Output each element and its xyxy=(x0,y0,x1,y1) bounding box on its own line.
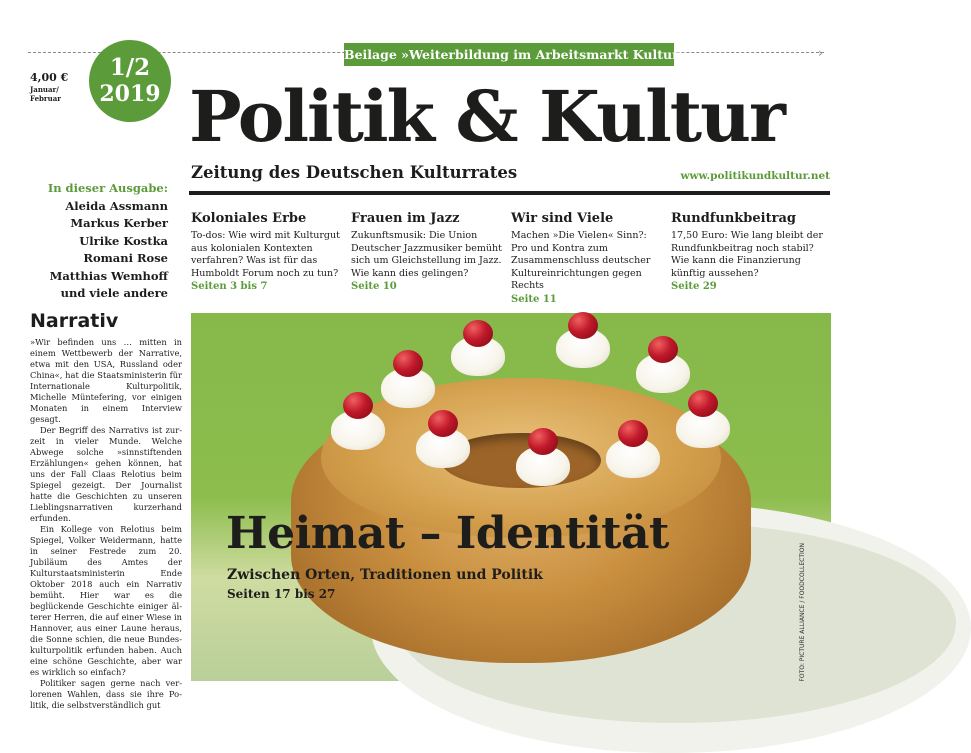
teaser-pages[interactable]: Seiten 3 bis 7 xyxy=(191,281,268,292)
toc-item[interactable]: Ulrike Kostka xyxy=(79,233,168,248)
cherry-icon xyxy=(568,312,598,339)
cherry-icon xyxy=(463,320,493,347)
editorial-body xyxy=(30,337,182,710)
feature-pages[interactable]: Seiten 17 bis 27 xyxy=(227,587,336,601)
cherry-icon xyxy=(648,336,678,363)
toc-item[interactable]: Markus Kerber xyxy=(70,216,168,230)
teaser-pages[interactable]: Seite 10 xyxy=(351,281,397,292)
toc-item[interactable]: Romani Rose xyxy=(83,251,168,265)
teaser-pages[interactable]: Seite 11 xyxy=(511,293,557,305)
teaser-title: Rundfunkbeitrag xyxy=(671,211,796,226)
teaser-title: Frauen im Jazz xyxy=(351,211,460,226)
cherry-icon xyxy=(393,350,423,377)
cherry-icon xyxy=(528,428,558,455)
teaser-text: Machen »Die Vielen« Sinn?: Pro und Kontra zum Zusammenschluss deutscher Kultureinrichtungen gegen Rechts xyxy=(511,230,651,291)
teaser-rundfunkbeitrag[interactable] xyxy=(671,210,831,305)
teaser-koloniales-erbe[interactable] xyxy=(191,210,351,305)
editorial-paragraph: »Wir befinden uns … mitten in einem Wettbewerb der Narrative, etwa mit den USA, Russland oder China«, hat die Staatsministerin für Internationale Kulturpolitik, Michelle Müntefering, vor einigen Monaten in einem Interview gesagt. xyxy=(30,337,182,424)
teaser-title: Wir sind Viele xyxy=(511,211,614,226)
cherry-icon xyxy=(618,420,648,447)
editorial-paragraph: Ein Kollege von Relotius beim Spiegel, Volker Weidermann, hatte in seiner Festrede zum 20. Jubiläum des Amtes der Kulturstaatsministerin Ende Oktober 2018 auch ein Narrativ bemüht. Hier war es die beglückende Geschichte einiger älterer Herren, die auf einer Wiese in Hannover, aus einer Laune heraus, die Sonne schien, die neue Bundeskulturpolitik erfunden haben. Auch eine schöne Geschichte, aber war es wirklich so einfach? xyxy=(30,524,182,677)
teaser-text: Zukunftsmusik: Die Union Deutscher Jazzmusiker bemüht sich um Gleichstellung im Jazz. Wie kann dies gelingen? xyxy=(351,230,502,279)
cherry-icon xyxy=(428,410,458,437)
feature-photo[interactable] xyxy=(191,313,831,681)
editorial-heading: Narrativ xyxy=(30,310,119,332)
price-label: 4,00 € xyxy=(30,71,69,84)
masthead-title: Politik & Kultur xyxy=(189,75,784,158)
feature-subline: Zwischen Orten, Traditionen und Politik xyxy=(227,567,543,583)
masthead-rule xyxy=(189,191,830,195)
issue-badge xyxy=(89,40,171,122)
teaser-text: To-dos: Wie wird mit Kulturgut aus kolonialen Kontexten verfahren? Was ist für das Humboldt Forum noch zu tun? xyxy=(191,230,340,279)
toc-item[interactable]: Aleida Assmann xyxy=(65,198,168,213)
teaser-row xyxy=(191,210,831,305)
toc-item[interactable]: und viele andere xyxy=(60,286,168,300)
masthead-subtitle: Zeitung des Deutschen Kulturrates xyxy=(191,163,518,182)
cherry-icon xyxy=(343,392,373,419)
toc-item[interactable]: Matthias Wemhoff xyxy=(49,268,168,283)
website-link[interactable]: www.politikundkultur.net xyxy=(680,170,830,182)
issue-year: 2019 xyxy=(99,81,161,107)
table-of-contents xyxy=(48,180,168,303)
issue-number: 1/2 xyxy=(109,54,151,81)
toc-title: In dieser Ausgabe: xyxy=(47,181,168,195)
teaser-wir-sind-viele[interactable] xyxy=(511,210,671,305)
supplement-banner[interactable]: Beilage »Weiterbildung im Arbeitsmarkt Kultur« xyxy=(344,43,674,66)
teaser-frauen-im-jazz[interactable] xyxy=(351,210,511,305)
cake-illustration xyxy=(291,338,751,668)
teaser-pages[interactable]: Seite 29 xyxy=(671,281,717,292)
issue-month: Januar/ Februar xyxy=(30,85,61,103)
editorial-paragraph: Politiker sagen gerne nach verlorenen Wahlen, dass sie ihre Politik, die selbstverständlich gut xyxy=(30,678,182,710)
teaser-text: 17,50 Euro: Wie lang bleibt der Rundfunkbeitrag noch stabil? Wie kann die Finanzierung künftig aussehen? xyxy=(671,230,823,279)
teaser-title: Koloniales Erbe xyxy=(191,211,307,226)
cherry-icon xyxy=(688,390,718,417)
feature-headline: Heimat – Identität xyxy=(226,508,669,559)
photo-credit: FOTO: PICTURE ALLIANCE / FOODCOLLECTION xyxy=(799,543,806,682)
editorial-paragraph: Der Begriff des Narrativs ist zurzeit in vieler Munde. Welche Abwege solche »sinnstiftenden Erzählungen« gehen können, hat uns der Fall Claas Relotius beim Spiegel gezeigt. Der Journalist hatte die Geschichten zu unseren Lieblingsnarrativen kurzerhand erfunden. xyxy=(30,425,182,523)
chevron-right-icon: › xyxy=(818,46,823,60)
